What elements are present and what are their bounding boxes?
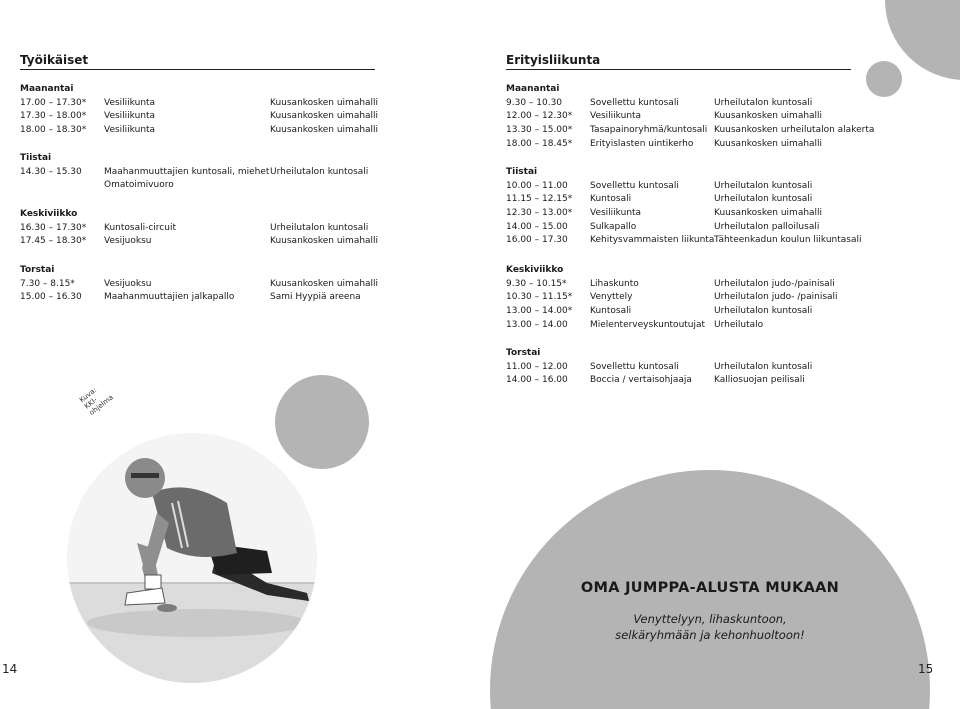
schedule-row: 9.30 – 10.30 Sovellettu kuntosali Urheilutalon kuntosali (506, 97, 813, 108)
schedule-row: 15.00 – 16.30 Maahanmuuttajien jalkapallo Sami Hyypiä areena (20, 292, 361, 303)
schedule-row: 18.00 – 18.45* Erityislasten uintikerho Kuusankosken uimahalli (506, 138, 823, 149)
page-number-right: 15 (918, 662, 934, 676)
promo-line-1: Venyttelyyn, lihaskuntoon, (633, 612, 787, 626)
schedule-row: 18.00 – 18.30* Vesiliikunta Kuusankosken uimahalli (20, 125, 379, 136)
right-page (480, 0, 960, 709)
schedule-row: 14.30 – 15.30 Maahanmuuttajien kuntosali, miehet Urheilutalon kuntosali (20, 166, 369, 177)
schedule-row: 7.30 – 8.15* Vesijuoksu Kuusankosken uimahalli (20, 278, 379, 289)
day-heading: Torstai (20, 265, 55, 275)
schedule-row: 12.30 – 13.00* Vesiliikunta Kuusankosken uimahalli (506, 208, 823, 219)
promo-line-2: selkäryhmään ja kehonhuoltoon! (615, 628, 805, 642)
schedule-row: 13.30 – 15.00* Tasapainoryhmä/kuntosali Kuusankosken urheilutalon alakerta (506, 125, 875, 136)
section-heading-erityisliikunta: Erityisliikunta (506, 53, 851, 70)
schedule-thursday (20, 264, 380, 305)
schedule-row: 17.30 – 18.00* Vesiliikunta Kuusankosken uimahalli (20, 111, 379, 122)
schedule-monday (506, 83, 906, 151)
promo-text (480, 611, 940, 643)
schedule-tuesday (506, 166, 906, 248)
schedule-row: 12.00 – 12.30* Vesiliikunta Kuusankosken uimahalli (506, 111, 823, 122)
schedule-monday (20, 83, 380, 138)
day-heading: Tiistai (506, 167, 538, 177)
schedule-wednesday (20, 208, 380, 249)
day-heading: Maanantai (506, 84, 560, 94)
day-heading: Maanantai (20, 84, 74, 94)
schedule-row: 13.00 – 14.00 Mielenterveyskuntoutujat Urheilutalo (506, 319, 764, 330)
schedule-row: 16.30 – 17.30* Kuntosali-circuit Urheilutalon kuntosali (20, 222, 369, 233)
day-heading: Tiistai (20, 153, 52, 163)
schedule-row: 14.00 – 15.00 Sulkapallo Urheilutalon palloilusali (506, 221, 820, 232)
schedule-row: 17.00 – 17.30* Vesiliikunta Kuusankosken uimahalli (20, 97, 379, 108)
schedule-row: 13.00 – 14.00* Kuntosali Urheilutalon kuntosali (506, 306, 813, 317)
left-page: Työikäiset Maanantai 17.00 – 17.30* Vesiliikunta Kuusankosken uimahalli 17.30 – 18.00* Vesiliikunta Kuusankosken uimahalli 18.00 – 18.30* Vesiliikunta Kuusankosken uimahalli Tiistai 14.30 – 15.30 Maahanmuuttajien kuntosali, miehet Urheilutalon kuntosali Omatoimivuoro Keskiviikko 16.30 – 17.30* Kuntosali-circuit Urheilutalon kuntosali 17.45 – 18.30* Vesijuoksu Kuusankosken uimahalli Torstai 7.30 – 8.15* Vesijuoksu Kuusankosken uimahalli 15.00 – 16.30 Maahanmuuttajien jalkapallo Sami Hyypiä areena Kuva: KKI- ohjelma 14 (0, 0, 480, 709)
day-heading: Keskiviikko (506, 265, 564, 275)
schedule-tuesday (20, 152, 380, 193)
schedule-row: 11.15 – 12.15* Kuntosali Urheilutalon kuntosali (506, 194, 813, 205)
stretching-man-illustration (67, 433, 317, 683)
promo-title: OMA JUMPPA-ALUSTA MUKAAN (580, 580, 840, 596)
day-heading: Torstai (506, 348, 541, 358)
page-number-left: 14 (2, 662, 18, 676)
schedule-row: 10.00 – 11.00 Sovellettu kuntosali Urheilutalon kuntosali (506, 180, 813, 191)
schedule-wednesday (506, 264, 906, 332)
schedule-row: 10.30 – 11.15* Venyttely Urheilutalon judo- /painisali (506, 292, 838, 303)
stretching-man-photo (67, 433, 317, 683)
schedule-row: 16.00 – 17.30 Kehitysvammaisten liikunta Tähteenkadun koulun liikuntasali (506, 235, 862, 246)
schedule-row: 17.45 – 18.30* Vesijuoksu Kuusankosken uimahalli (20, 236, 379, 247)
decorative-circle (275, 375, 369, 469)
schedule-row: 9.30 – 10.15* Lihaskunto Urheilutalon judo-/painisali (506, 278, 835, 289)
schedule-row: 14.00 – 16.00 Boccia / vertaisohjaaja Kalliosuojan peilisali (506, 375, 805, 386)
schedule-row: Omatoimivuoro (104, 180, 174, 191)
schedule-row: 11.00 – 12.00 Sovellettu kuntosali Urheilutalon kuntosali (506, 361, 813, 372)
section-heading-tyoikaiset: Työikäiset (20, 53, 375, 70)
day-heading: Keskiviikko (20, 209, 78, 219)
schedule-thursday (506, 347, 906, 388)
